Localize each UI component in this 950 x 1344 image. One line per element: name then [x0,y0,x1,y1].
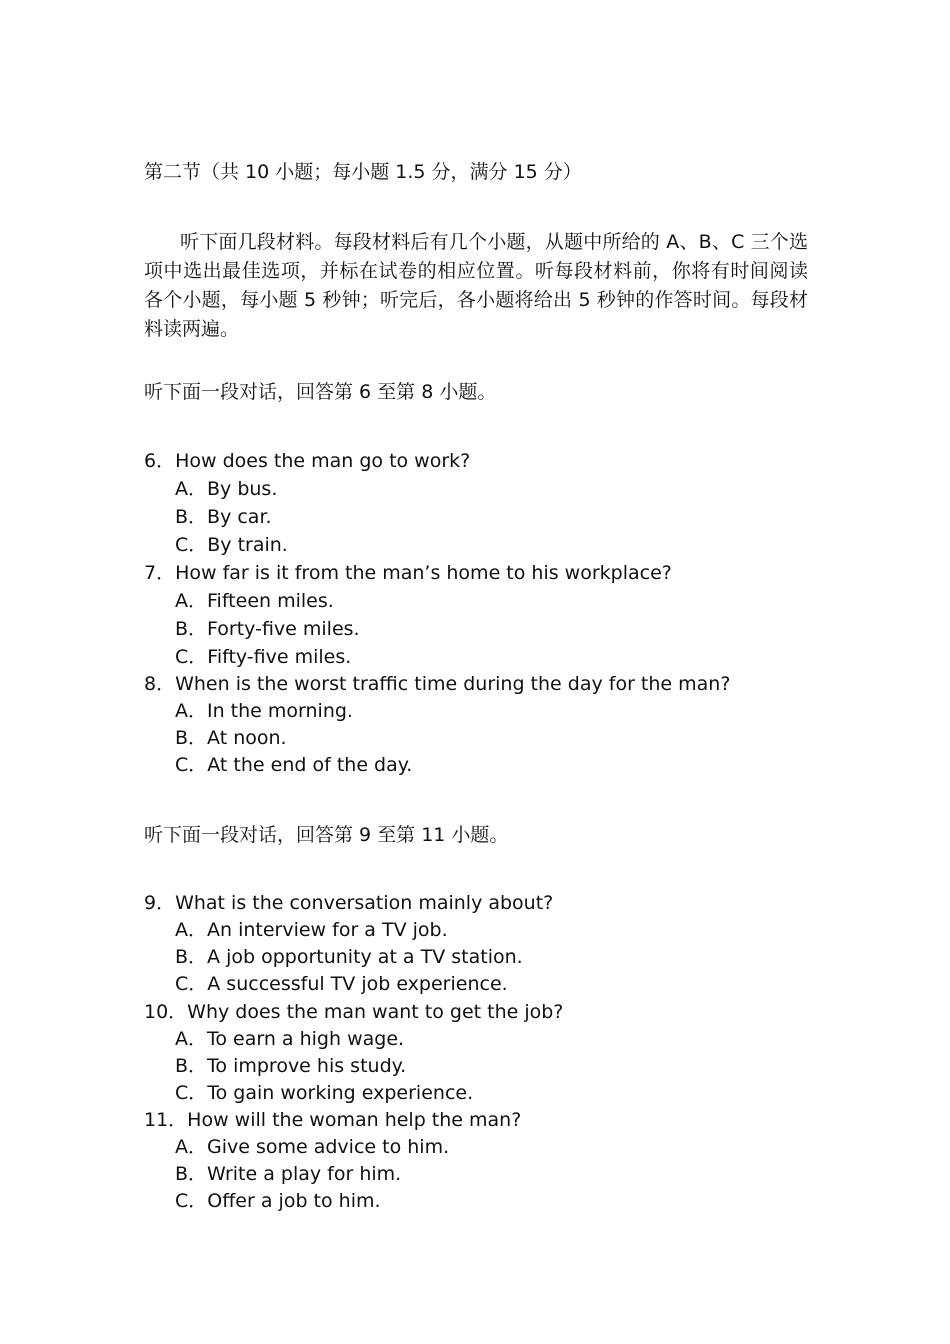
section-heading: 第二节（共 10 小题；每小题 1.5 分，满分 15 分） [144,161,582,183]
question-10-option-c: C．To gain working experience. [175,1082,474,1104]
question-9-option-a: A．An interview for a TV job. [175,919,448,941]
question-10-option-b: B．To improve his study. [175,1055,407,1077]
question-6: 6．How does the man go to work? [144,450,471,472]
question-6-option-c: C．By train. [175,534,288,556]
question-8-option-b: B．At noon. [175,727,287,749]
question-7-option-b: B．Forty-five miles. [175,618,360,640]
question-7: 7．How far is it from the man’s home to his workplace? [144,562,672,584]
question-8-option-a: A．In the morning. [175,700,353,722]
question-7-option-c: C．Fifty-five miles. [175,646,352,668]
question-6-option-a: A．By bus. [175,478,278,500]
question-11-option-b: B．Write a play for him. [175,1163,402,1185]
question-11: 11．How will the woman help the man? [144,1109,522,1131]
question-9: 9．What is the conversation mainly about? [144,892,554,914]
question-10: 10．Why does the man want to get the job? [144,1001,564,1023]
question-10-option-a: A．To earn a high wage. [175,1028,405,1050]
section-instructions: 听下面几段材料。每段材料后有几个小题，从题中所给的 A、B、C 三个选项中选出最佳选项，并标在试卷的相应位置。听每段材料前，你将有时间阅读各个小题，每小题 5 秒钟；听完后，各小题将给出 5 秒钟的作答时间。每段材料读两遍。 [144,231,808,340]
question-11-option-c: C．Offer a job to him. [175,1190,381,1212]
group-prompt: 听下面一段对话，回答第 9 至第 11 小题。 [144,824,509,846]
question-8: 8．When is the worst traffic time during the day for the man? [144,673,731,695]
group-prompt: 听下面一段对话，回答第 6 至第 8 小题。 [144,381,497,403]
question-8-option-c: C．At the end of the day. [175,754,413,776]
question-6-option-b: B．By car. [175,506,272,528]
question-11-option-a: A．Give some advice to him. [175,1136,450,1158]
question-7-option-a: A．Fifteen miles. [175,590,334,612]
question-9-option-b: B．A job opportunity at a TV station. [175,946,523,968]
question-9-option-c: C．A successful TV job experience. [175,973,508,995]
